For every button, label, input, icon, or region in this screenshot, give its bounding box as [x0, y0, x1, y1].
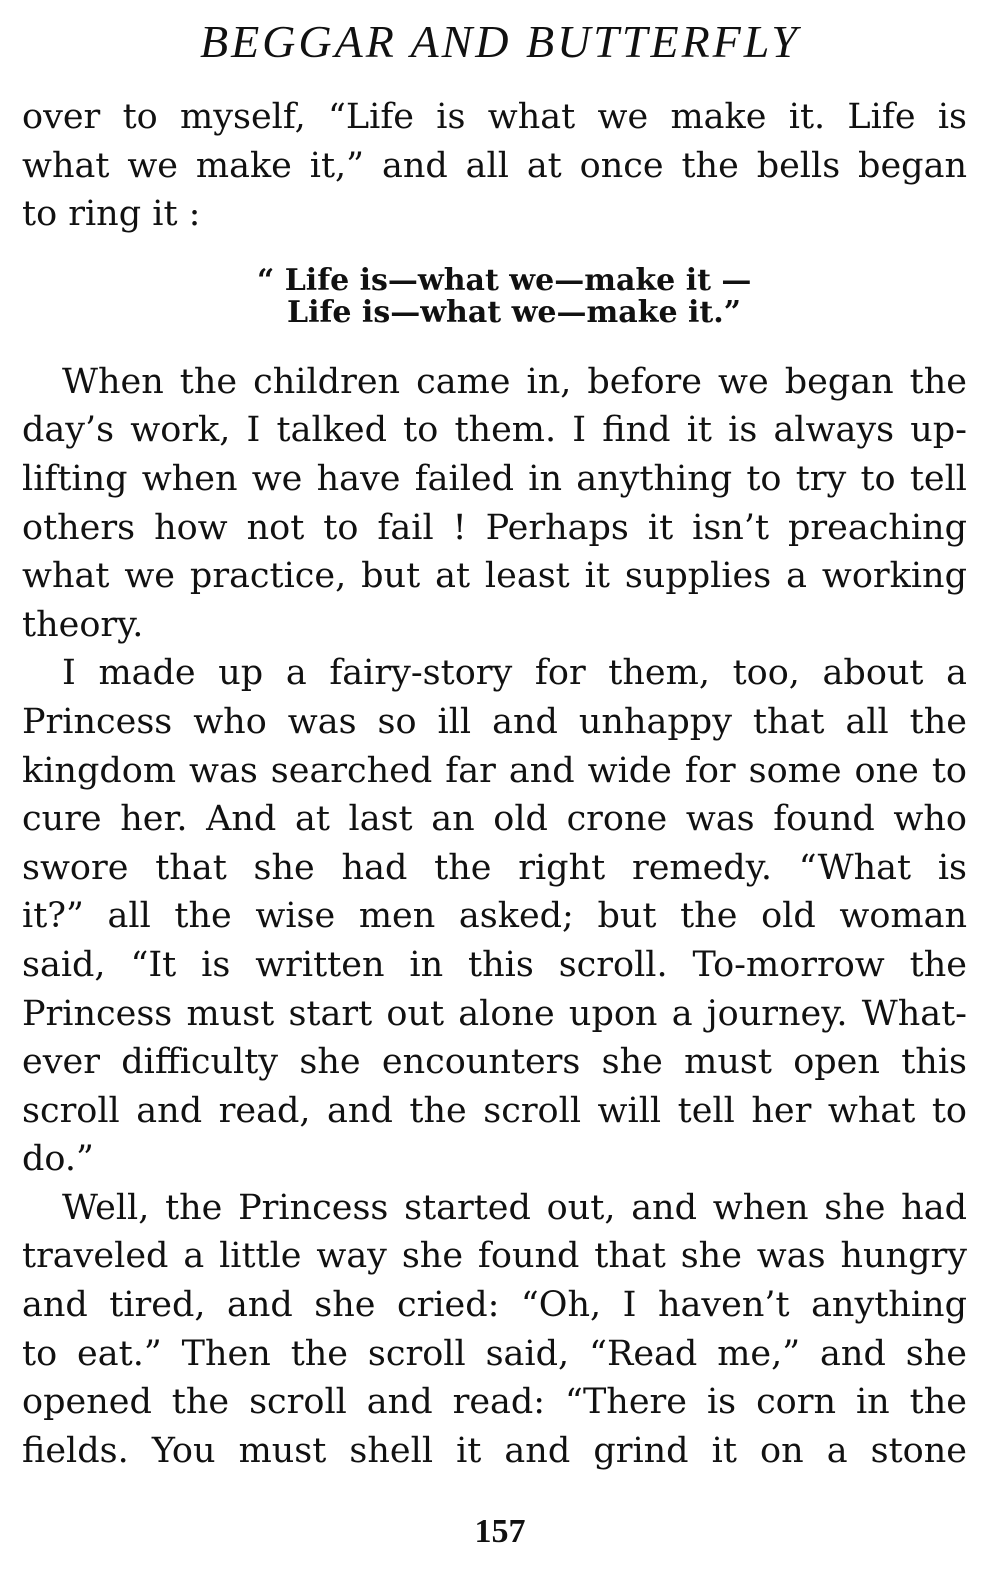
text-line: traveled a little way she found that she was hungry — [22, 1236, 967, 1277]
text-line: over to myself, “Life is what we make it. Life is — [22, 97, 967, 137]
opening-paragraph — [22, 93, 967, 239]
text-line: it?” all the wise men asked; but the old woman — [22, 896, 967, 937]
text-line: and tired, and she cried: “Oh, I haven’t anything — [22, 1285, 967, 1326]
page-number: 157 — [474, 1513, 526, 1550]
text-line: I made up a fairy-story for them, too, about a — [62, 653, 967, 694]
verse-line: “ Life is—what we—make it — — [257, 262, 752, 298]
paragraph — [22, 649, 967, 1184]
paragraph — [22, 1184, 967, 1476]
text-line: day’s work, I talked to them. I find it is always up- — [22, 410, 967, 451]
text-line: Princess must start out alone upon a journey. What- — [22, 993, 967, 1034]
text-line: what we make it,” and all at once the bells began — [22, 145, 967, 186]
body-text — [22, 93, 967, 1475]
text-line: When the children came in, before we began the — [62, 361, 967, 402]
paragraph — [22, 358, 967, 650]
text-line: said, “It is written in this scroll. To-morrow the — [22, 944, 967, 985]
running-head: BEGGAR AND BUTTERFLY — [199, 16, 801, 67]
text-line: scroll and read, and the scroll will tell her what to — [22, 1090, 967, 1131]
verse-block — [22, 239, 967, 358]
text-line: theory. — [22, 604, 144, 645]
text-line: ever difficulty she encounters she must open this — [22, 1042, 967, 1083]
text-line: kingdom was searched far and wide for some one to — [22, 750, 967, 791]
text-line: Well, the Princess started out, and when she had — [62, 1187, 967, 1228]
text-line: Princess who was so ill and unhappy that all the — [22, 701, 967, 742]
text-line: do.” — [22, 1139, 94, 1180]
text-line: fields. You must shell it and grind it on a stone — [22, 1430, 967, 1471]
text-line: what we practice, but at least it supplies a working — [22, 556, 967, 597]
text-line: lifting when we have failed in anything to try to tell — [22, 458, 967, 499]
text-line: opened the scroll and read: “There is corn in the — [22, 1382, 967, 1423]
text-line: cure her. And at last an old crone was found who — [22, 799, 967, 840]
text-line: others how not to fail ! Perhaps it isn’t preaching — [22, 507, 967, 548]
verse-line: Life is—what we—make it.” — [287, 294, 741, 330]
text-line: swore that she had the right remedy. “What is — [22, 847, 967, 888]
text-line: to ring it : — [22, 194, 201, 235]
text-line: to eat.” Then the scroll said, “Read me,” and she — [22, 1333, 967, 1374]
